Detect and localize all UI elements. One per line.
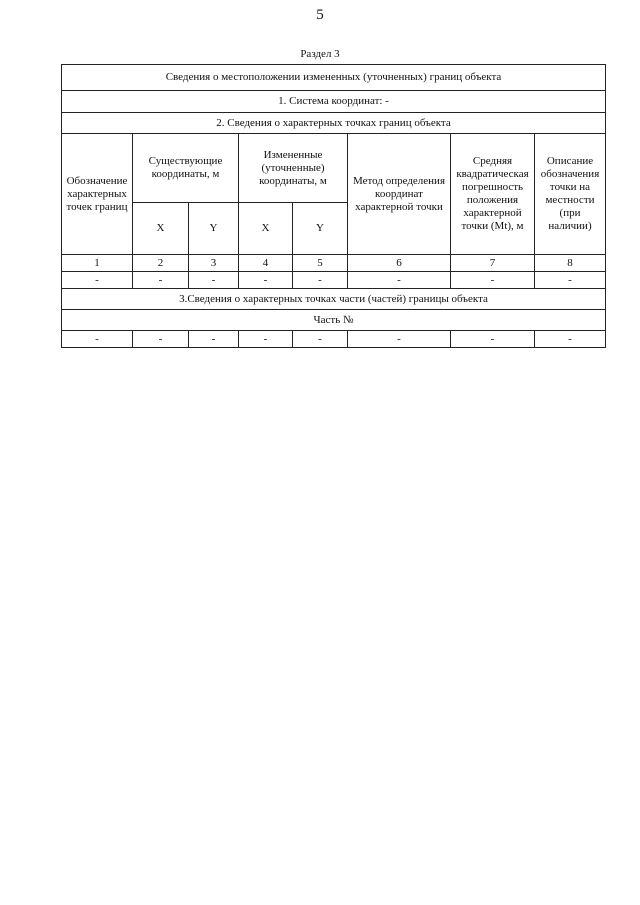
column-number: 6	[348, 255, 451, 272]
boundary-table	[61, 64, 606, 348]
table-cell: -	[133, 272, 189, 289]
parts-heading: 3.Сведения о характерных точках части (частей) границы объекта	[62, 289, 606, 310]
column-number: 3	[189, 255, 239, 272]
header-changed-y: Y	[293, 203, 348, 255]
section-title: Раздел 3	[300, 48, 340, 60]
table-cell: -	[535, 331, 606, 348]
table-cell: -	[535, 272, 606, 289]
table-cell: -	[293, 272, 348, 289]
column-number: 1	[62, 255, 133, 272]
header-changed-x: X	[239, 203, 293, 255]
table-cell: -	[451, 272, 535, 289]
table-cell: -	[348, 331, 451, 348]
column-number-row	[62, 255, 606, 272]
table-cell: -	[451, 331, 535, 348]
part-number-label: Часть №	[62, 310, 606, 331]
table-cell: -	[348, 272, 451, 289]
header-description: Описание обозначения точки на местности (при наличии)	[535, 134, 606, 255]
coord-system-row: 1. Система координат: -	[62, 91, 606, 113]
table-cell: -	[239, 331, 293, 348]
table-cell: -	[239, 272, 293, 289]
header-changed: Измененные (уточненные) координаты, м	[239, 134, 348, 203]
column-number: 4	[239, 255, 293, 272]
table-row	[62, 331, 606, 348]
header-error: Средняя квадратическая погрешность положения характерной точки (Mt), м	[451, 134, 535, 255]
column-number: 5	[293, 255, 348, 272]
table-row	[62, 272, 606, 289]
points-heading: 2. Сведения о характерных точках границ объекта	[62, 113, 606, 134]
table-cell: -	[293, 331, 348, 348]
page-number: 5	[316, 7, 324, 23]
table-cell: -	[189, 331, 239, 348]
table-cell: -	[189, 272, 239, 289]
table-cell: -	[62, 331, 133, 348]
header-existing-x: X	[133, 203, 189, 255]
header-method: Метод определения координат характерной точки	[348, 134, 451, 255]
column-number: 2	[133, 255, 189, 272]
header-designation: Обозначение характерных точек границ	[62, 134, 133, 255]
table-title: Сведения о местоположении измененных (уточненных) границ объекта	[62, 65, 606, 91]
column-number: 8	[535, 255, 606, 272]
column-number: 7	[451, 255, 535, 272]
table-cell: -	[62, 272, 133, 289]
header-existing: Существующие координаты, м	[133, 134, 239, 203]
header-existing-y: Y	[189, 203, 239, 255]
table-cell: -	[133, 331, 189, 348]
